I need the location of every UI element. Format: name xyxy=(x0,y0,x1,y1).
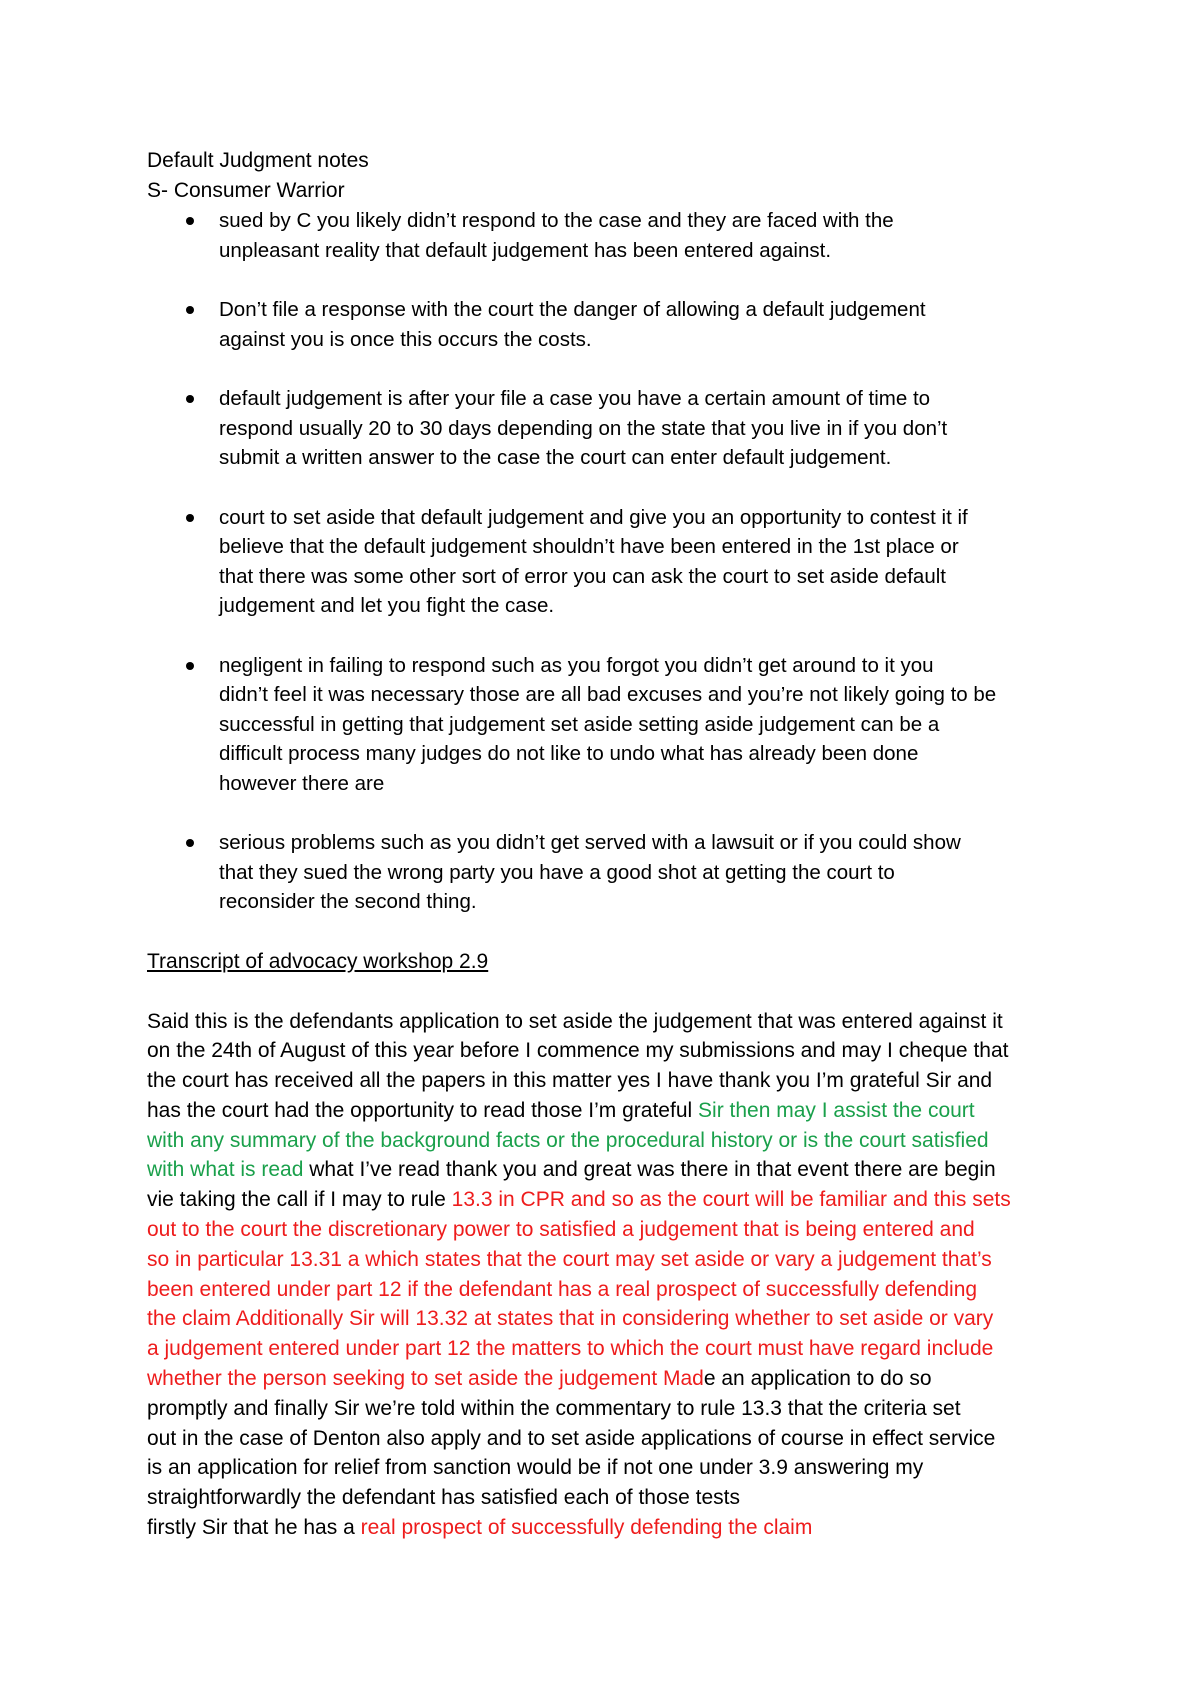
bullet-line: difficult process many judges do not like to undo what has already been done xyxy=(219,742,919,765)
bullet-line: submit a written answer to the case the court can enter default judgement. xyxy=(219,446,892,469)
highlighted-text-red: real prospect of successfully defending the claim xyxy=(360,1516,813,1540)
transcript-text: vie taking the call if I may to rule xyxy=(147,1188,452,1212)
transcript-line xyxy=(147,1513,1077,1543)
transcript-text: Said this is the defendants application to set aside the judgement that was entered against it xyxy=(147,1009,1003,1033)
highlighted-text-red: a judgement entered under part 12 the matters to which the court must have regard include xyxy=(147,1337,994,1361)
highlighted-text-green: with what is read xyxy=(147,1158,310,1182)
transcript-line xyxy=(147,1245,1077,1275)
highlighted-text-green: Sir then may I assist the court xyxy=(698,1098,975,1122)
bullet-line: successful in getting that judgement set aside setting aside judgement can be a xyxy=(219,712,940,736)
notes-bullet-list xyxy=(147,206,1077,917)
bullet-line: didn’t feel it was necessary those are all bad excuses and you’re not likely going to be xyxy=(219,683,997,706)
highlighted-text-green: with any summary of the background facts or the procedural history or is the court satisfied xyxy=(147,1128,989,1152)
document-title: Default Judgment notes xyxy=(147,149,369,172)
bullet-dot-icon xyxy=(186,306,194,314)
highlighted-text-red: the claim Additionally Sir will 13.32 at states that in considering whether to set aside or vary xyxy=(147,1307,994,1331)
document-page xyxy=(147,146,1077,1543)
transcript-text: e an application to do so xyxy=(703,1367,932,1391)
bullet-line: however there are xyxy=(219,771,385,795)
highlighted-text-red: 13.3 in CPR and so as the court will be familiar and this sets xyxy=(451,1188,1011,1212)
transcript-line xyxy=(147,1007,1077,1037)
transcript-text: on the 24th of August of this year before I commence my submissions and may I cheque that xyxy=(147,1039,1009,1063)
bullet-line: default judgement is after your file a case you have a certain amount of time to xyxy=(219,387,931,410)
transcript-body xyxy=(147,1007,1077,1543)
bullet-dot-icon xyxy=(186,662,194,670)
transcript-line xyxy=(147,1096,1077,1126)
transcript-line xyxy=(147,1215,1077,1245)
transcript-text: what I’ve read thank you and great was there in that event there are begin xyxy=(309,1158,996,1182)
highlighted-text-red: so in particular 13.31 a which states that the court may set aside or vary a judgement that’s xyxy=(147,1247,992,1271)
bullet-line: serious problems such as you didn’t get served with a lawsuit or if you could show xyxy=(219,831,961,854)
bullet-line: court to set aside that default judgement and give you an opportunity to contest it if xyxy=(219,505,968,529)
transcript-line xyxy=(147,1036,1077,1066)
bullet-item xyxy=(147,828,1077,917)
bullet-line: against you is once this occurs the costs. xyxy=(219,327,592,351)
bullet-dot-icon xyxy=(186,395,194,403)
transcript-text: out in the case of Denton also apply and to set aside applications of course in effect service xyxy=(147,1426,996,1450)
transcript-text: straightforwardly the defendant has satisfied each of those tests xyxy=(147,1486,741,1510)
transcript-line xyxy=(147,1126,1077,1156)
bullet-dot-icon xyxy=(186,217,194,225)
transcript-heading: Transcript of advocacy workshop 2.9 xyxy=(147,949,489,973)
transcript-line xyxy=(147,1364,1077,1394)
transcript-line xyxy=(147,1424,1077,1454)
transcript-text: promptly and finally Sir we’re told within the commentary to rule 13.3 that the criteria set xyxy=(147,1396,961,1420)
highlighted-text-red: been entered under part 12 if the defendant has a real prospect of successfully defending xyxy=(147,1277,978,1301)
transcript-line xyxy=(147,1275,1077,1305)
bullet-item xyxy=(147,295,1077,354)
bullet-item xyxy=(147,206,1077,265)
transcript-line xyxy=(147,1304,1077,1334)
transcript-text: firstly Sir that he has a xyxy=(147,1516,361,1540)
transcript-line xyxy=(147,1394,1077,1424)
bullet-dot-icon xyxy=(186,514,194,522)
transcript-text: has the court had the opportunity to read those I’m grateful xyxy=(147,1098,699,1122)
transcript-line xyxy=(147,1483,1077,1513)
bullet-item xyxy=(147,384,1077,473)
bullet-line: that there was some other sort of error you can ask the court to set aside default xyxy=(219,564,946,588)
document-subtitle: S- Consumer Warrior xyxy=(147,179,345,202)
bullet-line: respond usually 20 to 30 days depending on the state that you live in if you don’t xyxy=(219,416,948,440)
bullet-line: reconsider the second thing. xyxy=(219,890,477,913)
bullet-line: sued by C you likely didn’t respond to the case and they are faced with the xyxy=(219,209,894,232)
transcript-line xyxy=(147,1453,1077,1483)
transcript-line xyxy=(147,1066,1077,1096)
bullet-dot-icon xyxy=(186,839,194,847)
bullet-line: believe that the default judgement shouldn’t have been entered in the 1st place or xyxy=(219,535,959,558)
transcript-line xyxy=(147,1334,1077,1364)
bullet-line: unpleasant reality that default judgement has been entered against. xyxy=(219,238,832,262)
transcript-line xyxy=(147,1155,1077,1185)
highlighted-text-red: whether the person seeking to set aside the judgement Mad xyxy=(147,1367,704,1391)
transcript-text: the court has received all the papers in this matter yes I have thank you I’m grateful Sir and xyxy=(147,1069,993,1093)
bullet-line: negligent in failing to respond such as you forgot you didn’t get around to it you xyxy=(219,653,934,677)
transcript-text: is an application for relief from sanction would be if not one under 3.9 answering my xyxy=(147,1456,924,1480)
bullet-line: Don’t file a response with the court the danger of allowing a default judgement xyxy=(219,298,926,321)
bullet-item xyxy=(147,503,1077,621)
transcript-line xyxy=(147,1185,1077,1215)
highlighted-text-red: out to the court the discretionary power to satisfied a judgement that is being entered and xyxy=(147,1218,975,1242)
bullet-line: judgement and let you fight the case. xyxy=(219,594,555,617)
bullet-line: that they sued the wrong party you have a good shot at getting the court to xyxy=(219,860,895,884)
bullet-item xyxy=(147,651,1077,799)
